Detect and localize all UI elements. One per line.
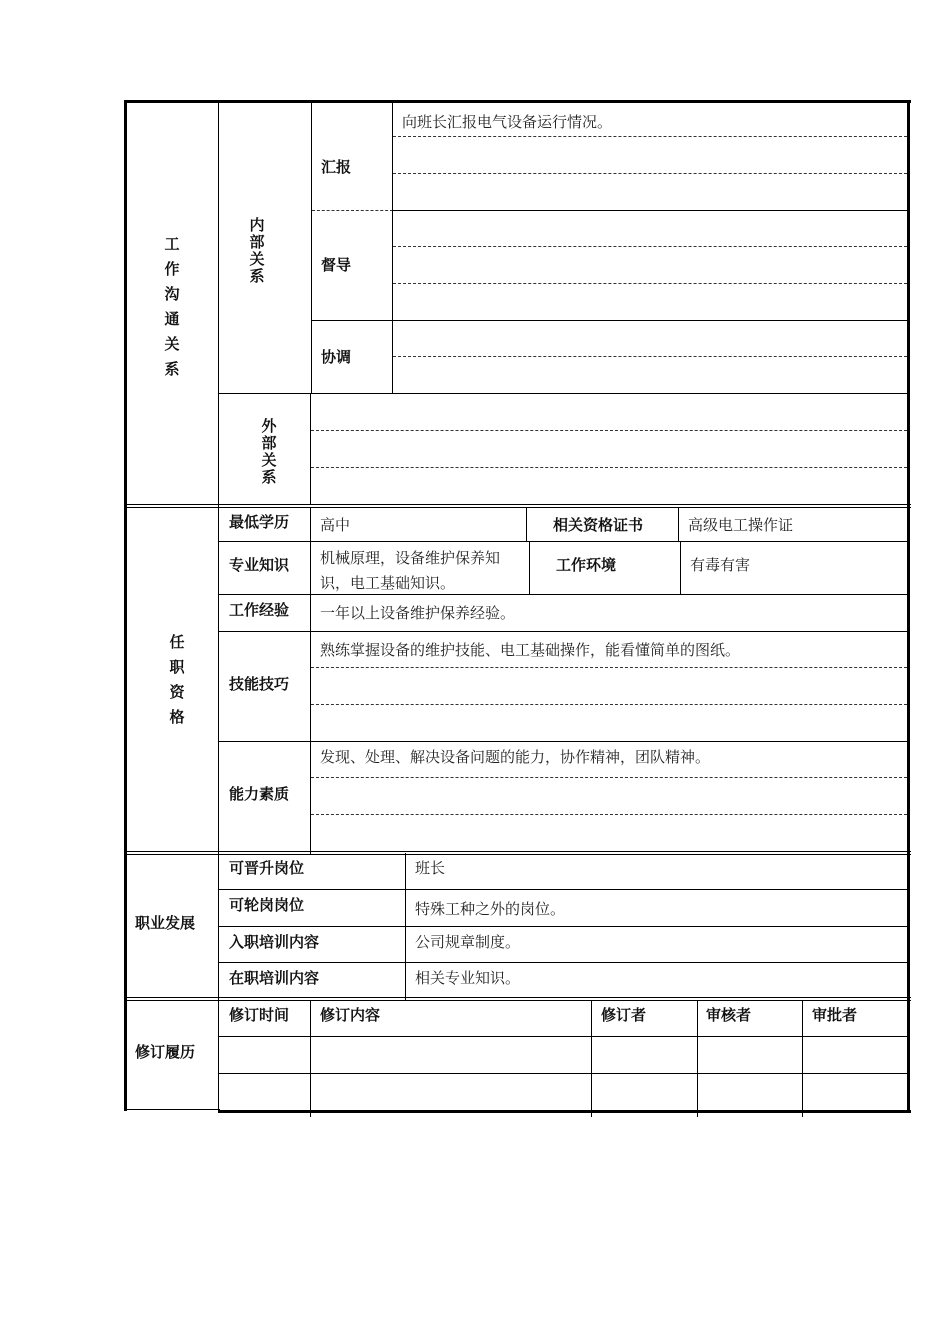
revision-title: 修订履历 (135, 1043, 196, 1061)
skill-line-1 (311, 667, 907, 668)
report-supervise-dashed (312, 210, 393, 211)
report-line-2 (393, 173, 907, 174)
report-label: 汇报 (321, 158, 352, 176)
internal-external-sep (218, 393, 908, 394)
rev-row-1 (218, 1036, 908, 1037)
qual-title: 任 职 资 格 (169, 633, 185, 726)
onboard-label: 入职培训内容 (229, 933, 320, 951)
ability-value: 发现、处理、解决设备问题的能力，协作精神，团队精神。 (320, 748, 711, 766)
cert-label: 相关资格证书 (553, 516, 644, 534)
promote-label: 可晋升岗位 (229, 859, 305, 877)
career-row-1 (218, 889, 908, 890)
section-sep-1 (124, 504, 911, 505)
exp-value: 一年以上设备维护保养经验。 (320, 604, 516, 622)
ability-label: 能力素质 (229, 785, 290, 803)
career-row-2 (218, 926, 908, 927)
skill-line-2 (311, 704, 907, 705)
exp-label: 工作经验 (229, 601, 290, 619)
qual-row-1 (218, 541, 908, 542)
onjob-label: 在职培训内容 (229, 969, 320, 987)
rev-header-reviser: 修订者 (601, 1006, 647, 1024)
internal-relations-label: 内 部 关 系 (249, 216, 265, 285)
rev-col-5 (802, 1000, 803, 1117)
skill-value: 熟练掌握设备的维护技能、电工基础操作，能看懂简单的图纸。 (320, 641, 741, 659)
rev-header-reviewer: 审核者 (706, 1006, 752, 1024)
col-line-a (218, 100, 219, 1112)
section-sep-1b (124, 507, 911, 508)
rev-header-time: 修订时间 (229, 1006, 290, 1024)
onboard-value: 公司规章制度。 (415, 933, 521, 951)
col-line-c (392, 103, 393, 393)
env-right (680, 542, 681, 594)
qual-row-4 (218, 741, 908, 742)
external-line-1 (311, 430, 907, 431)
col-line-b (311, 103, 312, 394)
qual-row-3 (218, 631, 908, 632)
cert-left (526, 508, 527, 541)
rotate-value: 特殊工种之外的岗位。 (415, 900, 566, 918)
external-relations-label: 外 部 关 系 (261, 417, 277, 486)
rotate-label: 可轮岗岗位 (229, 896, 305, 914)
env-left (529, 542, 530, 594)
coordinate-line-1 (393, 356, 907, 357)
ability-line-2 (311, 814, 907, 815)
comm-title: 工 作 沟 通 关 系 (164, 235, 180, 378)
report-line-1 (393, 136, 907, 137)
env-label: 工作环境 (556, 556, 617, 574)
cert-value: 高级电工操作证 (688, 516, 794, 534)
external-line-2 (311, 467, 907, 468)
env-value: 有毒有害 (690, 556, 751, 574)
edu-value: 高中 (320, 516, 351, 534)
edu-value-left (310, 508, 311, 594)
col-line-f (310, 1000, 311, 1117)
coordinate-top (312, 320, 908, 321)
supervise-top (392, 210, 908, 211)
report-text: 向班长汇报电气设备运行情况。 (402, 113, 613, 131)
section-sep-2 (124, 851, 911, 852)
supervise-label: 督导 (321, 256, 352, 274)
rev-row-2 (218, 1073, 908, 1074)
knowledge-label: 专业知识 (229, 556, 290, 574)
edu-label: 最低学历 (229, 513, 290, 531)
cert-right (678, 508, 679, 541)
career-row-3 (218, 962, 908, 963)
frame-bottom-left (124, 1109, 220, 1110)
rev-col-4 (697, 1000, 698, 1117)
frame-left (124, 100, 127, 1111)
coordinate-label: 协调 (321, 348, 352, 366)
section-sep-3 (124, 997, 911, 998)
onjob-value: 相关专业知识。 (415, 969, 521, 987)
promote-value: 班长 (415, 859, 446, 877)
career-title: 职业发展 (135, 914, 196, 932)
section-sep-2b (124, 854, 911, 855)
supervise-line-1 (393, 246, 907, 247)
col-line-d (310, 394, 311, 505)
knowledge-value: 机械原理，设备维护保养知识，电工基础知识。 (320, 549, 501, 592)
col-line-e (310, 594, 311, 854)
rev-header-content: 修订内容 (320, 1006, 381, 1024)
section-sep-3b (124, 1000, 911, 1001)
supervise-line-2 (393, 283, 907, 284)
skill-label: 技能技巧 (229, 675, 290, 693)
rev-col-3 (591, 1000, 592, 1117)
ability-line-1 (311, 777, 907, 778)
rev-header-approver: 审批者 (812, 1006, 858, 1024)
frame-top (124, 100, 911, 103)
frame-bottom (218, 1110, 911, 1113)
